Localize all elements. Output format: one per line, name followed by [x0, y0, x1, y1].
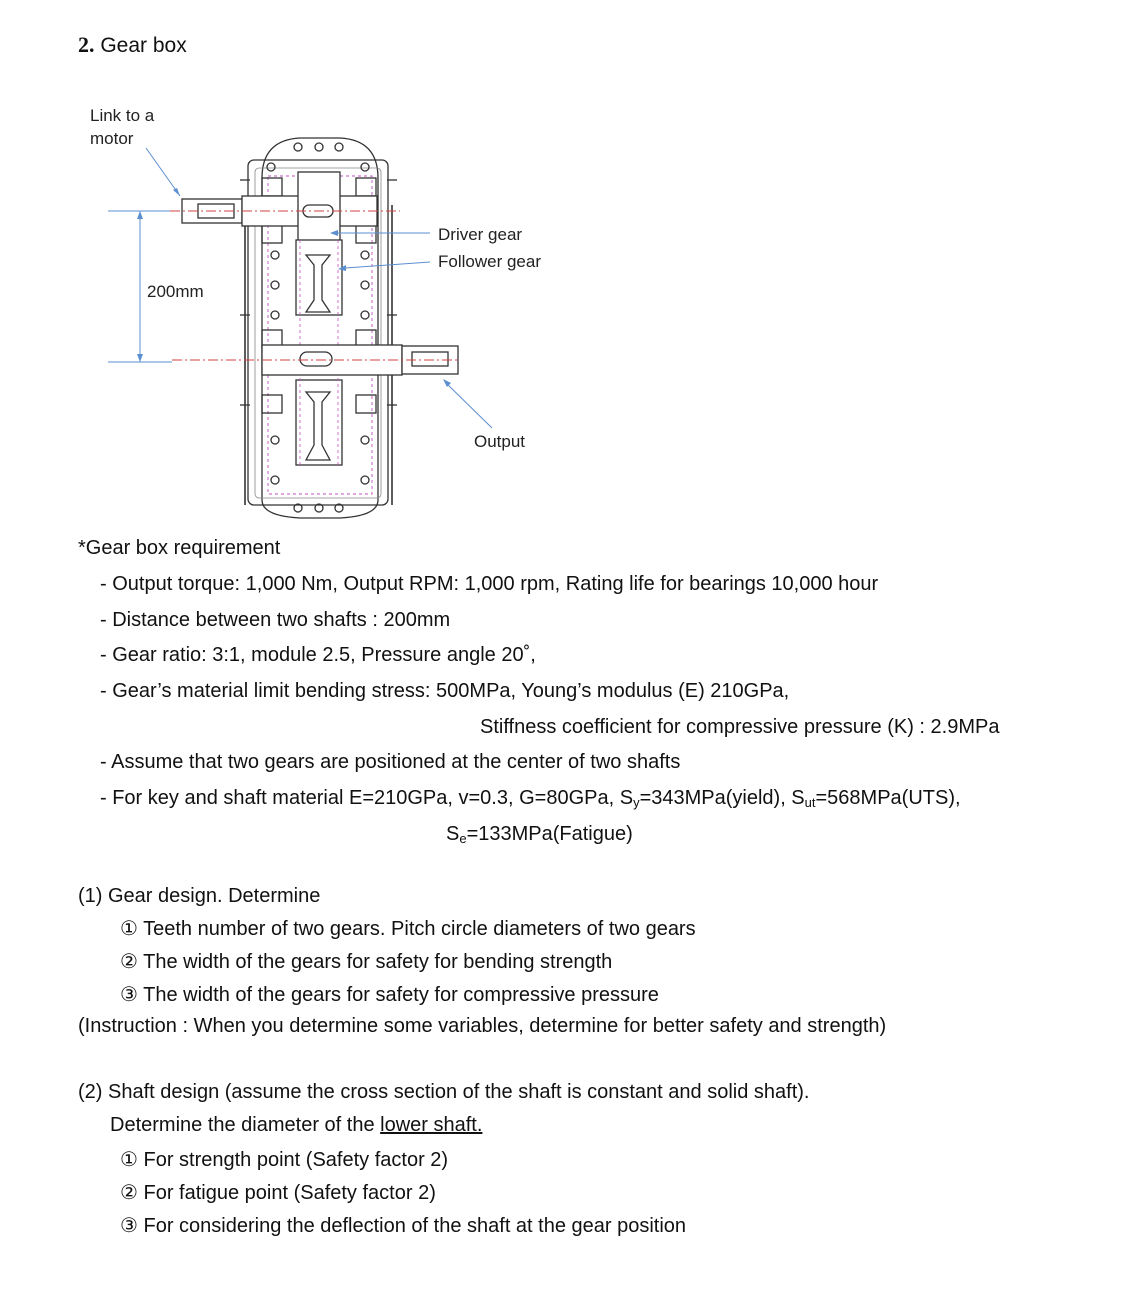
- follower-gear-label: Follower gear: [438, 252, 541, 271]
- part2-item: ① For strength point (Safety factor 2): [120, 1149, 449, 1171]
- determine-text: Determine the diameter of the: [110, 1114, 381, 1136]
- part1-item: ③ The width of the gears for safety for compressive pressure: [120, 984, 659, 1006]
- part1-instruction: (Instruction : When you determine some variables, determine for better safety and strength): [78, 1015, 887, 1037]
- subscript: y: [633, 795, 640, 810]
- output-label: Output: [474, 432, 526, 451]
- output-leader-line: [445, 382, 492, 428]
- requirement-line: Stiffness coefficient for compressive pressure (K) : 2.9MPa: [480, 716, 1000, 738]
- output-arrow-icon: [443, 379, 451, 387]
- section-title-text: Gear box: [100, 34, 187, 57]
- subscript: ut: [804, 795, 816, 810]
- link-arrow-icon: [173, 188, 180, 196]
- requirement-line: - Gear’s material limit bending stress: 500MPa, Young’s modulus (E) 210GPa,: [100, 680, 790, 702]
- part1-item: ② The width of the gears for safety for bending strength: [120, 951, 613, 973]
- upper-shaft: [170, 172, 400, 272]
- requirement-line: - Gear ratio: 3:1, module 2.5, Pressure angle 20˚,: [100, 644, 536, 666]
- requirements-heading: *Gear box requirement: [78, 537, 281, 559]
- part1-heading: (1) Gear design. Determine: [78, 885, 321, 907]
- section-number: 2.: [78, 32, 95, 57]
- material-text: =343MPa(yield), S: [639, 787, 805, 809]
- driver-gear-label: Driver gear: [438, 225, 523, 244]
- section-title: [78, 32, 187, 58]
- part2-heading: (2) Shaft design (assume the cross section of the shaft is constant and solid shaft).: [78, 1081, 810, 1103]
- material-text: S: [446, 823, 460, 845]
- requirement-line: [100, 787, 961, 810]
- material-text: =568MPa(UTS),: [815, 787, 961, 809]
- gearbox-diagram: [80, 100, 580, 525]
- lower-shaft-text: lower shaft.: [380, 1114, 483, 1136]
- material-text: - For key and shaft material E=210GPa, v=0.3, G=80GPa, S: [100, 787, 634, 809]
- requirement-line: - Output torque: 1,000 Nm, Output RPM: 1,000 rpm, Rating life for bearings 10,000 hour: [100, 573, 879, 595]
- link-label-line2: motor: [90, 129, 134, 148]
- subscript: e: [459, 831, 467, 846]
- dimension-arrow-down-icon: [137, 354, 143, 362]
- dimension-arrow-up-icon: [137, 211, 143, 219]
- requirement-line: [446, 823, 633, 846]
- part2-item: ② For fatigue point (Safety factor 2): [120, 1182, 436, 1204]
- dimension-label: 200mm: [147, 282, 204, 301]
- link-label-line1: Link to a: [90, 106, 155, 125]
- requirement-line: - Distance between two shafts : 200mm: [100, 609, 451, 631]
- material-text: =133MPa(Fatigue): [466, 823, 633, 845]
- lower-shaft: [172, 345, 460, 375]
- requirement-line: - Assume that two gears are positioned at the center of two shafts: [100, 751, 681, 773]
- part2-item: ③ For considering the deflection of the shaft at the gear position: [120, 1215, 687, 1237]
- part1-item: ① Teeth number of two gears. Pitch circle diameters of two gears: [120, 918, 696, 940]
- part2-determine: [110, 1114, 482, 1137]
- link-leader-line: [146, 148, 180, 196]
